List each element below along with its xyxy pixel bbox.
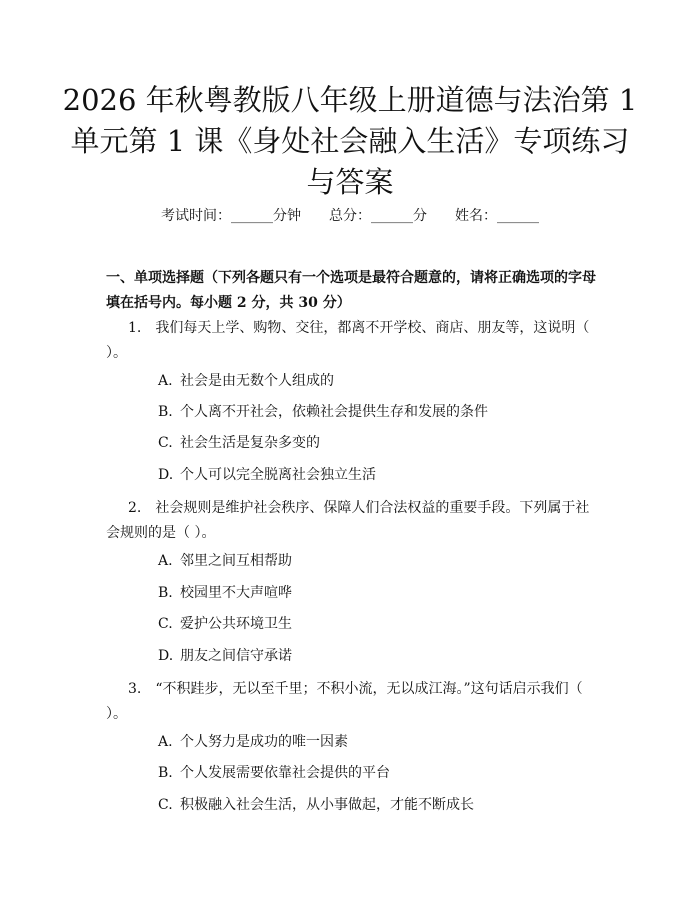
title-line-1: 2026 年秋粤教版八年级上册道德与法治第 1 xyxy=(62,83,638,117)
option-letter: D. xyxy=(158,467,174,483)
question-1-option-a xyxy=(158,371,598,391)
option-text: 社会生活是复杂多变的 xyxy=(180,435,320,451)
question-2-option-d xyxy=(158,646,598,666)
exam-meta xyxy=(0,206,700,226)
question-text: “不积跬步，无以至千里；不积小流，无以成江海。”这句话启示我们（ ）。 xyxy=(106,681,583,722)
question-3-option-b xyxy=(158,763,598,783)
student-name: 姓名：______ xyxy=(455,208,539,224)
document-title xyxy=(60,80,640,203)
option-text: 朋友之间信守承诺 xyxy=(180,648,292,664)
question-2-option-b xyxy=(158,583,598,603)
question-3-option-a xyxy=(158,732,598,752)
option-letter: C. xyxy=(158,616,173,632)
option-text: 个人发展需要依靠社会提供的平台 xyxy=(180,765,390,781)
option-letter: A. xyxy=(158,553,173,569)
question-number: 2. xyxy=(128,500,142,516)
question-number: 1. xyxy=(128,320,142,336)
option-text: 个人努力是成功的唯一因素 xyxy=(180,734,348,750)
option-letter: C. xyxy=(158,797,173,813)
question-1 xyxy=(106,316,598,366)
option-text: 个人离不开社会，依赖社会提供生存和发展的条件 xyxy=(180,404,488,420)
section-heading: 一、单项选择题（下列各题只有一个选项是最符合题意的，请将正确选项的字母填在括号内。每小题 2 分，共 30 分） xyxy=(106,270,596,311)
title-line-3: 与答案 xyxy=(306,165,394,199)
option-text: 积极融入社会生活，从小事做起，才能不断成长 xyxy=(180,797,474,813)
option-letter: A. xyxy=(158,373,173,389)
option-text: 邻里之间互相帮助 xyxy=(180,553,292,569)
exam-total-score: 总分：______分 xyxy=(329,208,427,224)
exam-time: 考试时间：______分钟 xyxy=(161,208,301,224)
question-1-option-d xyxy=(158,465,598,485)
question-3 xyxy=(106,677,598,727)
option-letter: A. xyxy=(158,734,173,750)
option-letter: B. xyxy=(158,585,173,601)
question-text: 我们每天上学、购物、交往，都离不开学校、商店、朋友等，这说明（ ）。 xyxy=(106,320,590,361)
question-1-option-c xyxy=(158,433,598,453)
question-text: 社会规则是维护社会秩序、保障人们合法权益的重要手段。下列属于社会规则的是（ ）。 xyxy=(106,500,590,541)
option-text: 社会是由无数个人组成的 xyxy=(180,373,334,389)
option-text: 爱护公共环境卫生 xyxy=(180,616,292,632)
option-letter: B. xyxy=(158,404,173,420)
option-letter: C. xyxy=(158,435,173,451)
option-text: 校园里不大声喧哗 xyxy=(180,585,292,601)
question-2 xyxy=(106,496,598,546)
title-line-2: 单元第 1 课《身处社会融入生活》专项练习 xyxy=(70,124,630,158)
question-2-option-a xyxy=(158,551,598,571)
question-3-option-c xyxy=(158,795,598,815)
question-number: 3. xyxy=(128,681,142,697)
question-2-option-c xyxy=(158,614,598,634)
option-letter: B. xyxy=(158,765,173,781)
option-text: 个人可以完全脱离社会独立生活 xyxy=(180,467,376,483)
question-1-option-b xyxy=(158,402,598,422)
option-letter: D. xyxy=(158,648,174,664)
